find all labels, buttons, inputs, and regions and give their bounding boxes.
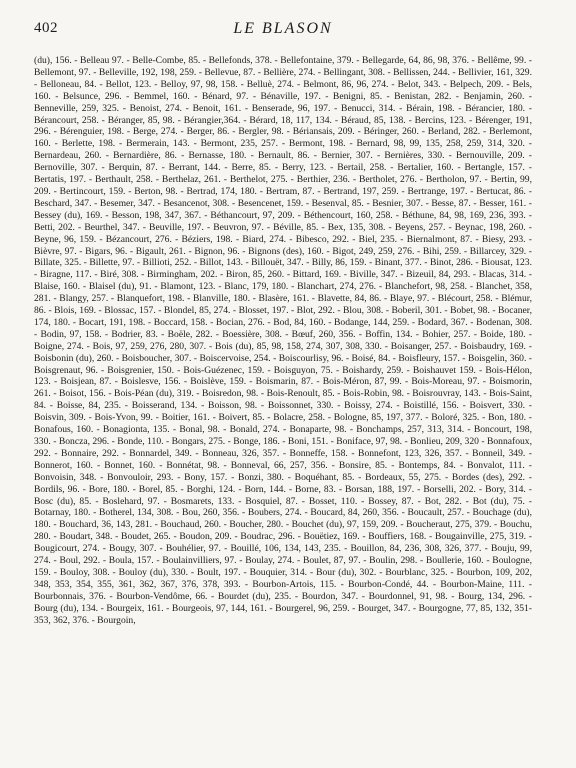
page-header [34,20,532,42]
running-title: LE BLASON [233,20,333,37]
index-entries: (du), 156. - Belleau 97. - Belle-Combe, 85. - Bellefonds, 378. - Bellefontaine, 379. - Bellegarde, 64, 86, 98, 376. - Bellême, 99. - Bellemont, 97. - Belleville, 192, 198, 259. - Bellevue, 87. - Bellière, 274. - Bellingant, 308. - Bellissen, 244. - Bellivier, 161, 329. - Belloneau, 84. - Bellot, 123. - Belloy, 97, 98, 158. - Belluè, 274. - Belmont, 86, 96, 274. - Belot, 343. - Belpech, 209. - Bels, 160. - Belsunce, 296. - Bemmel, 160. - Bénard, 97. - Bénaville, 197. - Benigni, 85. - Benistan, 282. - Benjamin, 260. - Benneville, 259, 325. - Benoist, 274. - Benoit, 161. - Benserade, 96, 197. - Benucci, 314. - Bérain, 198. - Bérancier, 180. - Bérancourt, 258. - Béranger, 85, 98. - Bérangier,364. - Bérard, 18, 117, 134. - Béraud, 85, 138. - Bercins, 123. - Bérenger, 191, 296. - Bérenguier, 198. - Berge, 274. - Berger, 86. - Bergler, 98. - Bériansais, 209. - Béringer, 260. - Berland, 282. - Berlemont, 160. - Berlette, 198. - Bermerain, 143. - Bermont, 235, 257. - Bermont, 198. - Bernard, 98, 99, 135, 258, 259, 314, 320. - Bernardeau, 260. - Bernardière, 86. - Bernasse, 180. - Bernault, 86. - Bernier, 307. - Bernières, 330. - Bernouville, 209. - Bernoville, 307. - Berquin, 87. - Berrant, 144. - Berre, 85. - Berry, 123. - Bertail, 258. - Bertalier, 160. - Bertangle, 157. - Bertatis, 197. - Berthault, 258. - Berthelaz, 261. - Berthelot, 275. - Berthier, 236. - Bertholet, 276. - Bertholon, 97. - Bertin, 99, 209. - Bertincourt, 159. - Berton, 98. - Bertrad, 174, 180. - Bertram, 87. - Bertrand, 197, 259. - Bertrange, 197. - Bertucat, 86. - Beschard, 347. - Besemer, 347. - Besancenot, 308. - Besencenet, 159. - Besenval, 85. - Besnier, 307. - Besse, 87. - Besser, 161. - Bessey (du), 169. - Besson, 198, 347, 367. - Béthancourt, 97, 209. - Béthencourt, 160, 258. - Béthune, 84, 98, 169, 236, 393. - Betti, 202. - Beurthel, 347. - Beuville, 197. - Beuvron, 97. - Béville, 85. - Bex, 135, 308. - Beyens, 257. - Beynac, 198, 260. - Beyne, 96, 159. - Bézancourt, 276. - Béziers, 198. - Biard, 274. - Bibesco, 292. - Biel, 235. - Biernalmont, 87. - Biesy, 293. - Bièvre, 97. - Bigars, 96. - Bigault, 261. - Bignon, 96. - Bignons (des), 160. - Bigot, 249, 259, 276. - Bihi, 259. - Billarcey, 329. - Billate, 325. - Billette, 97. - Billioti, 252. - Billot, 143. - Billouët, 347. - Billy, 86, 159. - Binant, 377. - Binot, 286. - Biousat, 123. - Biragne, 117. - Biré, 308. - Birmingham, 202. - Biron, 85, 260. - Bittard, 169. - Biville, 347. - Bizeuil, 84, 293. - Blacas, 314. - Blaise, 160. - Blaisel (du), 91. - Blamont, 123. - Blanc, 179, 180. - Blanchart, 274, 276. - Blanchefort, 98, 258. - Blanchet, 358, 281. - Blangy, 257. - Blanquefort, 198. - Blanville, 180. - Blasère, 161. - Blavette, 84, 86. - Blaye, 97. - Blécourt, 258. - Blémur, 86. - Blois, 169. - Blossac, 157. - Blondel, 85, 274. - Blosset, 197. - Blot, 292. - Blou, 308. - Boberil, 301. - Bobet, 98. - Bocaner, 174, 180. - Bocart, 191, 198. - Boccard, 158. - Bocian, 276. - Bod, 84, 160. - Bodange, 144, 259. - Bodard, 367. - Bodenan, 308. - Bodin, 97, 158. - Bodrier, 83. - Boële, 282. - Boessière, 308. - Bœuf, 260, 356. - Boffin, 134. - Bohier, 257. - Boide, 180. - Boigne, 274. - Bois, 97, 259, 276, 280, 307. - Bois (du), 85, 98, 158, 274, 307, 308, 330. - Boisanger, 257. - Boisbaudry, 169. - Boisbonin (du), 260. - Boisboucher, 307. - Boiscervoise, 254. - Boiscourlisy, 96. - Boisé, 84. - Boisfleury, 157. - Boisgelin, 360. - Boisgrenaut, 96. - Boisgrenier, 150. - Bois-Guézenec, 159. - Boisguyon, 75. - Boishardy, 259. - Boishauvet 159. - Bois-Hélon, 123. - Boisjean, 87. - Boislesve, 156. - Boislève, 159. - Boismarin, 87. - Bois-Méron, 87, 99. - Bois-Moreau, 97. - Boismorin, 261. - Boisot, 156. - Bois-Péan (du), 319. - Boisredon, 98. - Bois-Renoult, 85. - Bois-Robin, 98. - Boisrouvray, 143. - Bois-Saint, 84. - Boisse, 84, 235. - Boisserand, 134. - Boisson, 98. - Boissonnet, 330. - Boissy, 274. - Boistillé, 156. - Boisvert, 330. - Boisvin, 309. - Bois-Yvon, 99. - Boitier, 161. - Boivert, 85. - Bolacre, 258. - Bologne, 85, 197, 377. - Boloré, 325. - Bon, 180. - Bonafous, 160. - Bonagionta, 135. - Bonal, 98. - Bonald, 274. - Bonaparte, 98. - Bonchamps, 257, 313, 314. - Boncourt, 198, 330. - Boncza, 296. - Bonde, 110. - Bongars, 275. - Bonge, 186. - Boni, 151. - Boniface, 97, 98. - Bonlieu, 209, 320 - Bonnafoux, 292. - Bonnaire, 292. - Bonnardel, 349. - Bonneau, 326, 357. - Bonneffe, 158. - Bonnefont, 123, 326, 357. - Bonneil, 349. - Bonnerot, 160. - Bonnet, 160. - Bonnétat, 98. - Bonneval, 66, 257, 356. - Bonsire, 85. - Bontemps, 84. - Bonvalot, 111. - Bonvoisin, 348. - Bonvouloir, 293. - Bony, 157. - Bonzi, 380. - Boquéhant, 85. - Bordeaux, 55, 275. - Bordes (des), 292. - Bordils, 96. - Bore, 180. - Borel, 85. - Borghi, 124. - Born, 144. - Borne, 83. - Borsan, 188, 197. - Borselli, 202. - Bory, 314. - Bosc (du), 85. - Boslehard, 97. - Bosmarets, 133. - Bosquiel, 87. - Bosset, 110. - Bossey, 87. - Bot, 282. - Bot (du), 75. - Botarnay, 180. - Botherel, 134, 308. - Bou, 260, 356. - Boubers, 274. - Boucard, 84, 260, 356. - Boucault, 257. - Bouchage (du), 180. - Bouchard, 36, 143, 281. - Bouchaud, 260. - Boucher, 280. - Bouchet (du), 97, 159, 209. - Boucheraut, 275, 379. - Bouchu, 280. - Boudart, 348. - Boudet, 265. - Boudon, 209. - Boudrac, 296. - Bouëtiez, 169. - Bouffiers, 168. - Bougainville, 275, 319. - Bougicourt, 274. - Bougy, 307. - Bouhélier, 97. - Bouillé, 106, 134, 143, 235. - Bouillon, 84, 236, 308, 326, 377. - Bouju, 99, 274. - Boul, 292. - Boula, 157. - Boulainvilliers, 97. - Boulay, 274. - Boulet, 87, 97. - Boulin, 298. - Boullerie, 160. - Boulogne, 159. - Bouloy, 308. - Bouloy (du), 330. - Boult, 197. - Bouquier, 314. - Bour (du), 302. - Bourblanc, 325. - Bourbon, 109, 202, 348, 353, 354, 355, 361, 362, 367, 376, 378, 393. - Bourbon-Artois, 115. - Bourbon-Condé, 44. - Bourbon-Maine, 111. - Bourbonnais, 376. - Bourbon-Vendôme, 66. - Bourdet (du), 235. - Bourdon, 347. - Bourdonnel, 91, 98. - Bourg, 134, 296. - Bourg (du), 134. - Bourgeix, 161. - Bourgeois, 97, 144, 161. - Bourgerel, 96, 259. - Bourget, 347. - Bourgogne, 77, 85, 132, 351-353, 362, 376. - Bourgoin, [34,55,532,626]
page-number: 402 [34,20,58,36]
index-text-block [34,55,532,756]
